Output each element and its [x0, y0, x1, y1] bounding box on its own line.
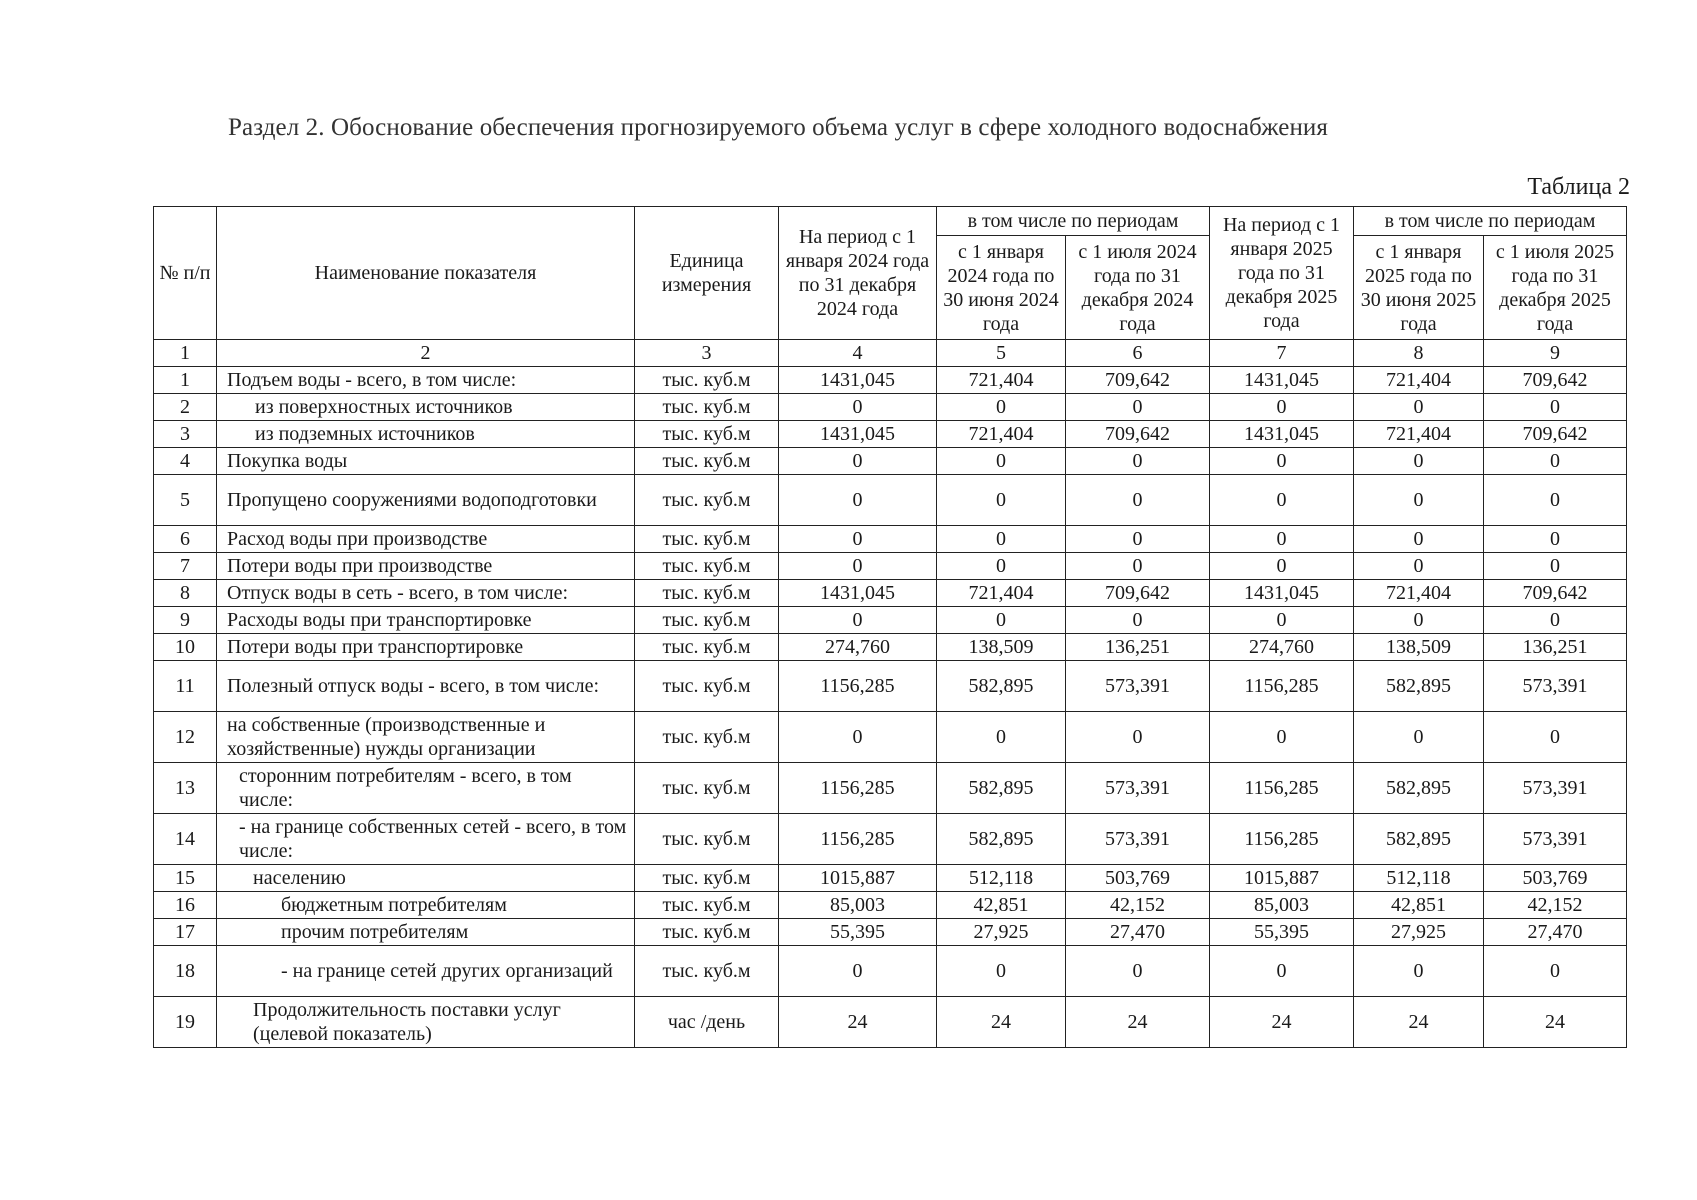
value-cell: 709,642 [1066, 580, 1210, 607]
value-cell: 138,509 [1354, 634, 1484, 661]
value-cell: 0 [779, 448, 937, 475]
value-cell: 24 [937, 997, 1066, 1048]
value-cell: 0 [1066, 946, 1210, 997]
header-h2-2024: с 1 июля 2024 года по 31 декабря 2024 года [1066, 236, 1210, 340]
indicator-name: бюджетным потребителям [217, 892, 635, 919]
header-unit: Единица измерения [635, 207, 779, 340]
value-cell: 0 [937, 946, 1066, 997]
value-cell: 55,395 [779, 919, 937, 946]
value-cell: 512,118 [1354, 865, 1484, 892]
table-row [154, 394, 1627, 421]
header-period-2024: На период с 1 января 2024 года по 31 декабря 2024 года [779, 207, 937, 340]
indicator-name: на собственные (производственные и хозяйственные) нужды организации [217, 712, 635, 763]
column-number: 7 [1210, 340, 1354, 367]
value-cell: 709,642 [1484, 580, 1627, 607]
value-cell: 1015,887 [779, 865, 937, 892]
value-cell: 0 [1066, 475, 1210, 526]
value-cell: 0 [1210, 394, 1354, 421]
value-cell: 0 [1354, 712, 1484, 763]
unit-cell: тыс. куб.м [635, 712, 779, 763]
table-row [154, 553, 1627, 580]
value-cell: 85,003 [1210, 892, 1354, 919]
value-cell: 582,895 [1354, 814, 1484, 865]
value-cell: 274,760 [779, 634, 937, 661]
value-cell: 0 [1484, 448, 1627, 475]
row-number: 14 [154, 814, 217, 865]
row-number: 4 [154, 448, 217, 475]
table-row [154, 475, 1627, 526]
value-cell: 24 [1210, 997, 1354, 1048]
header-num: № п/п [154, 207, 217, 340]
value-cell: 582,895 [1354, 763, 1484, 814]
value-cell: 0 [937, 448, 1066, 475]
indicator-name: Покупка воды [217, 448, 635, 475]
column-number: 9 [1484, 340, 1627, 367]
value-cell: 721,404 [1354, 580, 1484, 607]
value-cell: 582,895 [937, 763, 1066, 814]
value-cell: 0 [1210, 553, 1354, 580]
table-row [154, 946, 1627, 997]
table-row [154, 448, 1627, 475]
header-name: Наименование показателя [217, 207, 635, 340]
header-h1-2024: с 1 января 2024 года по 30 июня 2024 года [937, 236, 1066, 340]
value-cell: 0 [779, 712, 937, 763]
value-cell: 0 [937, 712, 1066, 763]
indicator-name: - на границе сетей других организаций [217, 946, 635, 997]
table-label: Таблица 2 [1527, 174, 1630, 200]
value-cell: 0 [1484, 553, 1627, 580]
row-number: 11 [154, 661, 217, 712]
value-cell: 136,251 [1066, 634, 1210, 661]
value-cell: 0 [1484, 607, 1627, 634]
indicator-name: Расходы воды при транспортировке [217, 607, 635, 634]
value-cell: 0 [1354, 475, 1484, 526]
value-cell: 1156,285 [779, 814, 937, 865]
section-title: Раздел 2. Обоснование обеспечения прогнозируемого объема услуг в сфере холодного водоснабжения [228, 114, 1329, 141]
value-cell: 709,642 [1484, 421, 1627, 448]
value-cell: 1431,045 [779, 367, 937, 394]
value-cell: 573,391 [1484, 814, 1627, 865]
value-cell: 1156,285 [779, 661, 937, 712]
value-cell: 0 [1354, 553, 1484, 580]
value-cell: 1431,045 [779, 421, 937, 448]
value-cell: 0 [1484, 475, 1627, 526]
row-number: 10 [154, 634, 217, 661]
value-cell: 24 [1354, 997, 1484, 1048]
value-cell: 42,851 [1354, 892, 1484, 919]
indicator-name: сторонним потребителям - всего, в том числе: [217, 763, 635, 814]
unit-cell: тыс. куб.м [635, 763, 779, 814]
column-number: 5 [937, 340, 1066, 367]
indicator-name: Полезный отпуск воды - всего, в том числе: [217, 661, 635, 712]
table-row [154, 892, 1627, 919]
value-cell: 0 [1210, 526, 1354, 553]
indicator-name: Пропущено сооружениями водоподготовки [217, 475, 635, 526]
unit-cell: тыс. куб.м [635, 892, 779, 919]
value-cell: 42,152 [1484, 892, 1627, 919]
row-number: 3 [154, 421, 217, 448]
value-cell: 0 [1210, 607, 1354, 634]
indicator-name: Подъем воды - всего, в том числе: [217, 367, 635, 394]
value-cell: 1015,887 [1210, 865, 1354, 892]
unit-cell: тыс. куб.м [635, 919, 779, 946]
row-number: 1 [154, 367, 217, 394]
header-split-2024: в том числе по периодам [937, 207, 1210, 236]
unit-cell: тыс. куб.м [635, 814, 779, 865]
value-cell: 721,404 [1354, 367, 1484, 394]
value-cell: 274,760 [1210, 634, 1354, 661]
value-cell: 27,925 [937, 919, 1066, 946]
row-number: 9 [154, 607, 217, 634]
unit-cell: тыс. куб.м [635, 580, 779, 607]
value-cell: 136,251 [1484, 634, 1627, 661]
row-number: 13 [154, 763, 217, 814]
unit-cell: тыс. куб.м [635, 607, 779, 634]
header-h2-2025: с 1 июля 2025 года по 31 декабря 2025 года [1484, 236, 1627, 340]
unit-cell: тыс. куб.м [635, 661, 779, 712]
value-cell: 0 [1210, 946, 1354, 997]
value-cell: 573,391 [1066, 814, 1210, 865]
row-number: 5 [154, 475, 217, 526]
value-cell: 573,391 [1066, 763, 1210, 814]
indicator-name: Потери воды при производстве [217, 553, 635, 580]
column-number: 2 [217, 340, 635, 367]
unit-cell: тыс. куб.м [635, 634, 779, 661]
value-cell: 0 [1066, 448, 1210, 475]
column-number: 8 [1354, 340, 1484, 367]
value-cell: 721,404 [937, 580, 1066, 607]
value-cell: 0 [937, 607, 1066, 634]
table-row [154, 865, 1627, 892]
unit-cell: тыс. куб.м [635, 526, 779, 553]
value-cell: 0 [1210, 448, 1354, 475]
table-row [154, 526, 1627, 553]
row-number: 6 [154, 526, 217, 553]
value-cell: 582,895 [937, 814, 1066, 865]
row-number: 12 [154, 712, 217, 763]
row-number: 2 [154, 394, 217, 421]
row-number: 15 [154, 865, 217, 892]
value-cell: 0 [1354, 607, 1484, 634]
header-split-2025: в том числе по периодам [1354, 207, 1627, 236]
value-cell: 721,404 [937, 421, 1066, 448]
table-row [154, 763, 1627, 814]
value-cell: 0 [779, 475, 937, 526]
indicator-name: Продолжительность поставки услуг (целевой показатель) [217, 997, 635, 1048]
value-cell: 582,895 [937, 661, 1066, 712]
row-number: 19 [154, 997, 217, 1048]
value-cell: 0 [1484, 526, 1627, 553]
table-row [154, 367, 1627, 394]
value-cell: 573,391 [1484, 661, 1627, 712]
header-h1-2025: с 1 января 2025 года по 30 июня 2025 года [1354, 236, 1484, 340]
value-cell: 1431,045 [779, 580, 937, 607]
value-cell: 42,851 [937, 892, 1066, 919]
value-cell: 0 [1354, 394, 1484, 421]
unit-cell: час /день [635, 997, 779, 1048]
header-period-2025: На период с 1 января 2025 года по 31 декабря 2025 года [1210, 207, 1354, 340]
unit-cell: тыс. куб.м [635, 394, 779, 421]
value-cell: 503,769 [1066, 865, 1210, 892]
column-number: 4 [779, 340, 937, 367]
value-cell: 0 [1484, 946, 1627, 997]
value-cell: 721,404 [937, 367, 1066, 394]
value-cell: 0 [1066, 712, 1210, 763]
table-row [154, 712, 1627, 763]
value-cell: 0 [1484, 394, 1627, 421]
value-cell: 27,470 [1066, 919, 1210, 946]
value-cell: 42,152 [1066, 892, 1210, 919]
unit-cell: тыс. куб.м [635, 448, 779, 475]
value-cell: 0 [1354, 946, 1484, 997]
indicator-name: Отпуск воды в сеть - всего, в том числе: [217, 580, 635, 607]
value-cell: 0 [1484, 712, 1627, 763]
table-row [154, 580, 1627, 607]
value-cell: 1156,285 [1210, 814, 1354, 865]
value-cell: 0 [937, 394, 1066, 421]
column-number: 6 [1066, 340, 1210, 367]
unit-cell: тыс. куб.м [635, 553, 779, 580]
table-row [154, 997, 1627, 1048]
value-cell: 0 [779, 946, 937, 997]
value-cell: 573,391 [1484, 763, 1627, 814]
value-cell: 0 [937, 553, 1066, 580]
indicator-name: - на границе собственных сетей - всего, в том числе: [217, 814, 635, 865]
value-cell: 0 [937, 526, 1066, 553]
value-cell: 85,003 [779, 892, 937, 919]
value-cell: 0 [779, 394, 937, 421]
value-cell: 55,395 [1210, 919, 1354, 946]
value-cell: 0 [1066, 394, 1210, 421]
value-cell: 1431,045 [1210, 421, 1354, 448]
value-cell: 512,118 [937, 865, 1066, 892]
table-row [154, 661, 1627, 712]
value-cell: 709,642 [1484, 367, 1627, 394]
value-cell: 0 [779, 526, 937, 553]
indicator-name: Потери воды при транспортировке [217, 634, 635, 661]
value-cell: 0 [1354, 448, 1484, 475]
value-cell: 0 [937, 475, 1066, 526]
value-cell: 0 [1066, 607, 1210, 634]
value-cell: 0 [1210, 475, 1354, 526]
value-cell: 503,769 [1484, 865, 1627, 892]
table-row [154, 421, 1627, 448]
value-cell: 582,895 [1354, 661, 1484, 712]
forecast-table [153, 206, 1627, 1048]
value-cell: 709,642 [1066, 367, 1210, 394]
value-cell: 0 [1066, 553, 1210, 580]
value-cell: 1431,045 [1210, 367, 1354, 394]
unit-cell: тыс. куб.м [635, 367, 779, 394]
indicator-name: прочим потребителям [217, 919, 635, 946]
value-cell: 24 [1066, 997, 1210, 1048]
value-cell: 573,391 [1066, 661, 1210, 712]
value-cell: 27,470 [1484, 919, 1627, 946]
table-row [154, 607, 1627, 634]
value-cell: 24 [779, 997, 937, 1048]
unit-cell: тыс. куб.м [635, 946, 779, 997]
row-number: 7 [154, 553, 217, 580]
indicator-name: из подземных источников [217, 421, 635, 448]
unit-cell: тыс. куб.м [635, 421, 779, 448]
value-cell: 27,925 [1354, 919, 1484, 946]
column-number: 3 [635, 340, 779, 367]
value-cell: 24 [1484, 997, 1627, 1048]
row-number: 16 [154, 892, 217, 919]
indicator-name: Расход воды при производстве [217, 526, 635, 553]
column-number: 1 [154, 340, 217, 367]
value-cell: 0 [1354, 526, 1484, 553]
row-number: 8 [154, 580, 217, 607]
value-cell: 0 [779, 607, 937, 634]
value-cell: 709,642 [1066, 421, 1210, 448]
indicator-name: из поверхностных источников [217, 394, 635, 421]
value-cell: 138,509 [937, 634, 1066, 661]
row-number: 18 [154, 946, 217, 997]
row-number: 17 [154, 919, 217, 946]
value-cell: 1431,045 [1210, 580, 1354, 607]
value-cell: 1156,285 [779, 763, 937, 814]
unit-cell: тыс. куб.м [635, 865, 779, 892]
value-cell: 0 [779, 553, 937, 580]
value-cell: 0 [1066, 526, 1210, 553]
table-row [154, 634, 1627, 661]
table-row [154, 814, 1627, 865]
value-cell: 0 [1210, 712, 1354, 763]
column-number-row [154, 340, 1627, 367]
unit-cell: тыс. куб.м [635, 475, 779, 526]
value-cell: 1156,285 [1210, 763, 1354, 814]
indicator-name: населению [217, 865, 635, 892]
value-cell: 1156,285 [1210, 661, 1354, 712]
table-row [154, 919, 1627, 946]
value-cell: 721,404 [1354, 421, 1484, 448]
